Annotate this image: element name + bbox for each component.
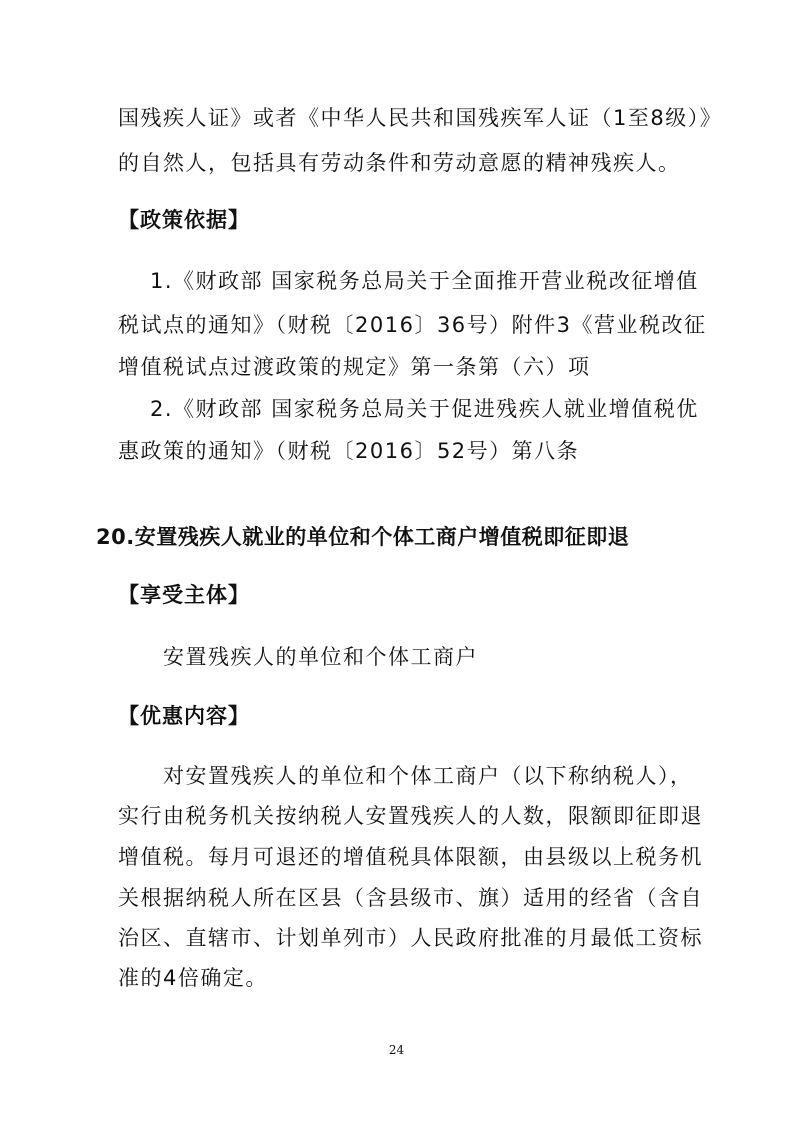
policy-item-line: 1.《财政部 国家税务总局关于全面推开营业税改征增值 xyxy=(150,269,699,293)
body-text-line: 的自然人，包括具有劳动条件和劳动意愿的精神残疾人。 xyxy=(118,151,681,175)
policy-item-line: 增值税试点过渡政策的规定》第一条第（六）项 xyxy=(118,355,591,379)
policy-basis-heading: 【政策依据】 xyxy=(118,208,250,232)
content-text-line: 关根据纳税人所在区县（含县级市、旗）适用的经省（含自 xyxy=(118,886,703,910)
subject-heading: 【享受主体】 xyxy=(118,583,250,607)
policy-item-line: 惠政策的通知》（财税〔2016〕52号）第八条 xyxy=(118,439,580,463)
policy-item-line: 税试点的通知》（财税〔2016〕36号）附件3《营业税改征 xyxy=(118,313,707,337)
section-title: 20.安置残疾人就业的单位和个体工商户增值税即征即退 xyxy=(96,525,630,549)
content-text-line: 对安置残疾人的单位和个体工商户（以下称纳税人）， xyxy=(163,764,693,788)
page-number: 24 xyxy=(388,1043,405,1057)
content-text-line: 实行由税务机关按纳税人安置残疾人的人数，限额即征即退 xyxy=(118,804,703,828)
content-text-line: 治区、直辖市、计划单列市）人民政府批准的月最低工资标 xyxy=(118,926,703,950)
policy-item-line: 2.《财政部 国家税务总局关于促进残疾人就业增值税优 xyxy=(150,397,699,421)
body-text-line: 国残疾人证》或者《中华人民共和国残疾军人证（1至8级）》 xyxy=(118,106,723,130)
content-text-line: 增值税。每月可退还的增值税具体限额，由县级以上税务机 xyxy=(118,845,703,869)
subject-text: 安置残疾人的单位和个体工商户 xyxy=(163,645,478,669)
content-heading: 【优惠内容】 xyxy=(118,704,250,728)
content-text-line: 准的4倍确定。 xyxy=(118,966,268,990)
